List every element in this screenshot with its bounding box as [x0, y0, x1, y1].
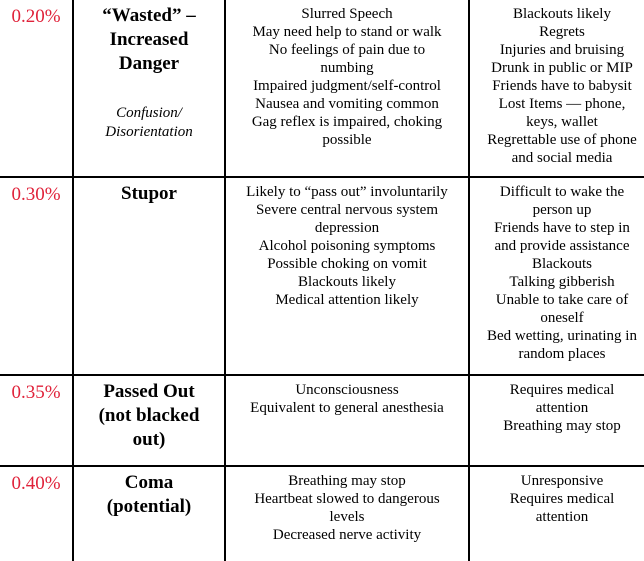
- consequence-line: attention: [535, 400, 589, 416]
- effect-line: Heartbeat slowed to dangerous: [254, 491, 440, 507]
- stage-subtitle: [74, 104, 224, 142]
- stage-title-line: Increased: [109, 29, 189, 50]
- stage-title-line: Danger: [118, 53, 180, 74]
- consequence-line: person up: [532, 202, 592, 218]
- effect-line: Impaired judgment/self-control: [253, 78, 441, 94]
- stage-title-line: Passed Out: [103, 381, 195, 402]
- effect-line: possible: [322, 132, 372, 148]
- consequence-line: Bed wetting, urinating in: [487, 328, 637, 344]
- effect-line: depression: [314, 220, 380, 236]
- effect-line: Unconsciousness: [295, 382, 399, 398]
- effect-line: Alcohol poisoning symptoms: [258, 238, 436, 254]
- effect-line: Decreased nerve activity: [272, 527, 422, 543]
- consequence-line: attention: [535, 509, 589, 525]
- effects-cell: [225, 375, 469, 466]
- consequences-cell: [469, 177, 644, 375]
- consequence-line: Difficult to wake the: [499, 184, 625, 200]
- effect-line: Breathing may stop: [288, 473, 406, 489]
- stage-title-line: Coma: [124, 472, 174, 493]
- consequence-line: Requires medical: [509, 491, 615, 507]
- effect-line: Medical attention likely: [275, 292, 419, 308]
- consequence-line: Unresponsive: [520, 473, 604, 489]
- consequence-line: and social media: [511, 150, 613, 166]
- stage-subtitle-line: Disorientation: [105, 124, 193, 140]
- consequence-line: Injuries and bruising: [499, 42, 625, 58]
- effect-line: No feelings of pain due to: [268, 42, 426, 58]
- consequence-line: Friends have to step in: [494, 220, 630, 236]
- stage-title-line: (not blacked: [98, 405, 200, 426]
- bac-level: 0.30%: [0, 177, 73, 375]
- consequence-line: Unable to take care of: [495, 292, 629, 308]
- table-row: [0, 0, 644, 177]
- effect-line: Nausea and vomiting common: [255, 96, 439, 112]
- effect-line: levels: [329, 509, 365, 525]
- consequences-cell: [469, 0, 644, 177]
- effect-line: Equivalent to general anesthesia: [250, 400, 444, 416]
- effect-line: Blackouts likely: [298, 274, 396, 290]
- consequence-line: oneself: [540, 310, 584, 326]
- stage-cell: [73, 466, 225, 561]
- consequence-line: random places: [518, 346, 606, 362]
- table-row: [0, 375, 644, 466]
- effects-cell: [225, 466, 469, 561]
- table-row: [0, 177, 644, 375]
- consequence-line: keys, wallet: [526, 114, 598, 130]
- consequence-line: Regrettable use of phone: [487, 132, 637, 148]
- effect-line: Gag reflex is impaired, choking: [251, 114, 443, 130]
- consequences-cell: [469, 375, 644, 466]
- bac-level: 0.20%: [0, 0, 73, 177]
- consequence-line: and provide assistance: [494, 238, 630, 254]
- consequence-line: Lost Items — phone,: [498, 96, 626, 112]
- stage-cell: [73, 375, 225, 466]
- effects-cell: [225, 0, 469, 177]
- consequences-cell: [469, 466, 644, 561]
- consequence-line: Friends have to babysit: [492, 78, 632, 94]
- effect-line: May need help to stand or walk: [252, 24, 442, 40]
- bac-level: 0.40%: [11, 473, 61, 494]
- stage-cell: [73, 177, 225, 375]
- stage-title-line: (potential): [106, 496, 192, 517]
- effect-line: Possible choking on vomit: [267, 256, 427, 272]
- stage-subtitle-line: Confusion/: [116, 105, 182, 121]
- consequence-line: Regrets: [539, 24, 585, 40]
- effect-line: Likely to “pass out” involuntarily: [246, 184, 448, 200]
- consequence-line: Talking gibberish: [509, 274, 615, 290]
- consequence-line: Blackouts: [532, 256, 592, 272]
- consequence-line: Requires medical: [509, 382, 615, 398]
- stage-title-line: Stupor: [121, 183, 177, 204]
- effect-line: Severe central nervous system: [255, 202, 439, 218]
- bac-level: 0.35%: [0, 375, 73, 466]
- effects-cell: [225, 177, 469, 375]
- effect-line: Slurred Speech: [301, 6, 393, 22]
- stage-title-line: out): [132, 429, 166, 450]
- stage-cell: [73, 0, 225, 177]
- table-row: [0, 466, 644, 561]
- consequence-line: Drunk in public or MIP: [491, 60, 633, 76]
- consequence-line: Breathing may stop: [503, 418, 621, 434]
- effect-line: numbing: [320, 60, 374, 76]
- consequence-line: Blackouts likely: [513, 6, 611, 22]
- stage-title-line: “Wasted” –: [102, 5, 196, 26]
